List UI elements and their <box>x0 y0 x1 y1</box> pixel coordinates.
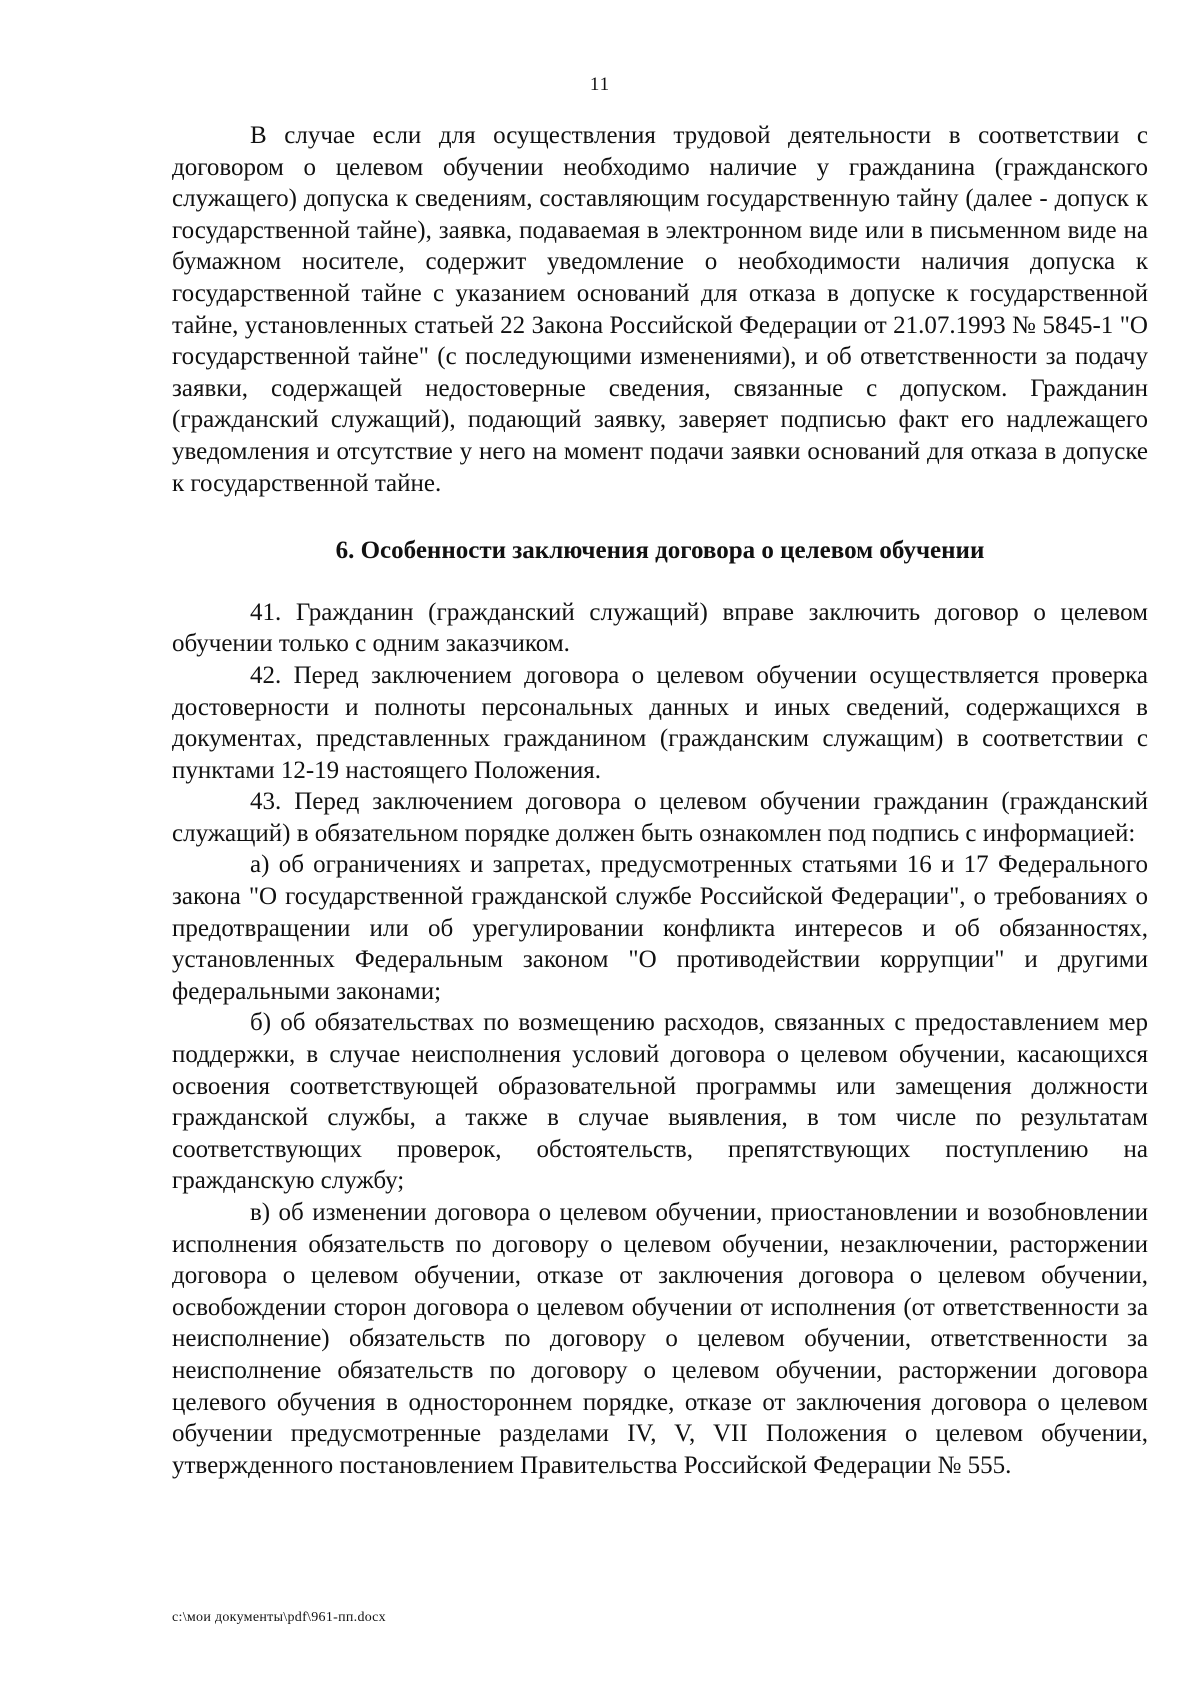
paragraph-state-secret-clause: В случае если для осуществления трудовой деятельности в соответствии с договором о целевом обучении необходимо наличие у гражданина (гражданского служащего) допуска к сведениям, составляющим государственную тайну (далее - допуск к государственной тайне), заявка, подаваемая в электронном виде или в письменном виде на бумажном носителе, содержит уведомление о необходимости наличия допуска к государственной тайне с указанием оснований для отказа в допуске к государственной тайне, установленных статьей 22 Закона Российской Федерации от 21.07.1993 № 5845-1 "О государственной тайне" (с последующими изменениями), и об ответственности за подачу заявки, содержащей недостоверные сведения, связанные с допуском. Гражданин (гражданский служащий), подающий заявку, заверяет подписью факт его надлежащего уведомления и отсутствие у него на момент подачи заявки оснований для отказа в допуске к государственной тайне. <box>172 122 1148 497</box>
paragraph-43-v: в) об изменении договора о целевом обучении, приостановлении и возобновлении исполнения обязательств по договору о целевом обучении, незаключении, расторжении договора о целевом обучении, отказе от заключения договора о целевом обучении, освобождении сторон договора о целевом обучении от исполнения (от ответственности за неисполнение) обязательств по договору о целевом обучении, ответственности за неисполнение обязательств по договору о целевом обучении, расторжении договора целевого обучения в одностороннем порядке, отказе от заключения договора о целевом обучении предусмотренные разделами IV, V, VII Положения о целевом обучении, утвержденного постановлением Правительства Российской Федерации № 555. <box>172 1199 1148 1479</box>
section-heading: 6. Особенности заключения договора о целевом обучении <box>335 537 985 565</box>
page-number: 11 <box>589 74 611 95</box>
paragraph-43: 43. Перед заключением договора о целевом обучении гражданин (гражданский служащий) в обязательном порядке должен быть ознакомлен под подпись с информацией: <box>172 788 1148 847</box>
paragraph-43-b: б) об обязательствах по возмещению расходов, связанных с предоставлением мер поддержки, в случае неисполнения условий договора о целевом обучении, касающихся освоения соответствующей образовательной программы или замещения должности гражданской службы, а также в случае выявления, в том числе по результатам соответствующих проверок, обстоятельств, препятствующих поступлению на гражданскую службу; <box>172 1009 1148 1195</box>
document-body <box>172 120 1148 1481</box>
paragraph-41: 41. Гражданин (гражданский служащий) вправе заключить договор о целевом обучении только с одним заказчиком. <box>172 598 1148 658</box>
paragraph-43-a: а) об ограничениях и запретах, предусмотренных статьями 16 и 17 Федерального закона "О государственной гражданской службе Российской Федерации", о требованиях о предотвращении или об урегулировании конфликта интересов и об обязанностях, установленных Федеральным законом "О противодействии коррупции" и другими федеральными законами; <box>172 851 1148 1005</box>
paragraph-42: 42. Перед заключением договора о целевом обучении осуществляется проверка достоверности и полноты персональных данных и иных сведений, содержащихся в документах, представленных гражданином (гражданским служащим) в соответствии с пунктами 12-19 настоящего Положения. <box>172 661 1148 784</box>
footer-file-path: c:\мои документы\pdf\961-пп.docx <box>172 1610 386 1625</box>
